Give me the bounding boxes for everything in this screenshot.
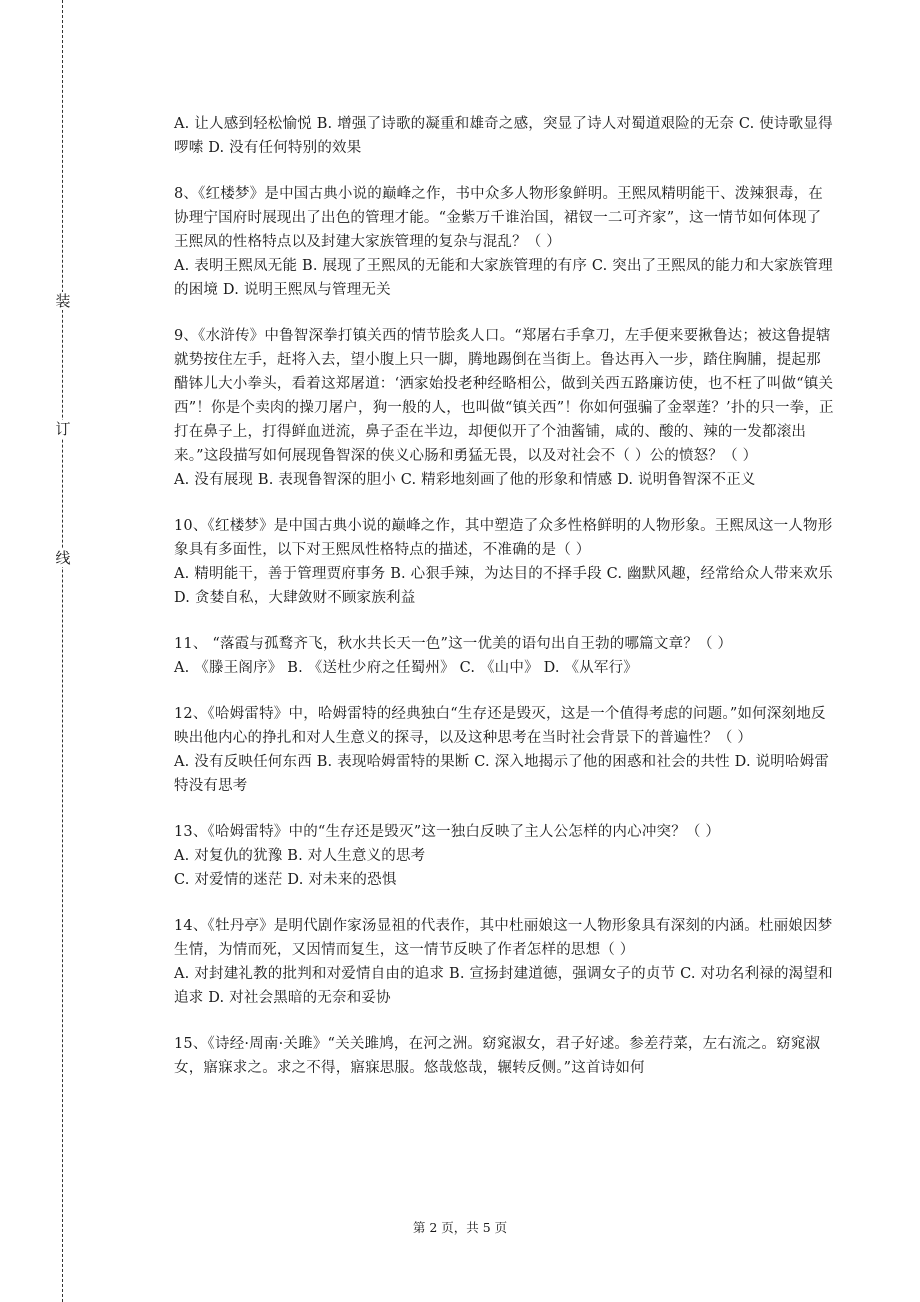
page-number-footer: 第 2 页，共 5 页 (412, 1220, 508, 1235)
question-options: A. 表明王熙凤无能 B. 展现了王熙凤的无能和大家族管理的有序 C. 突出了王熙凤的能力和大家族管理的困境 D. 说明王熙凤与管理无关 (174, 258, 833, 298)
question-stem: 9、《水浒传》中鲁智深拳打镇关西的情节脍炙人口。“郑屠右手拿刀，左手便来要揪鲁达；被这鲁提辖就势按住左手，赶将入去，望小腹上只一脚，腾地踢倒在当街上。鲁达再入一步，踏住胸脯，提起那醋钵儿大小拳头，看着这郑屠道：‘洒家始投老种经略相公，做到关西五路廉访使，也不枉了叫做“镇关西”！你是个卖肉的操刀屠户，狗一般的人，也叫做“镇关西”！你如何强骗了金翠莲？’扑的只一拳，正打在鼻子上，打得鲜血迸流，鼻子歪在半边，却便似开了个油酱铺，咸的、酸的、辣的一发都滚出来。”这段描写如何展现鲁智深的侠义心肠和勇猛无畏，以及对社会不（ ）公的愤怒？（ ） (174, 328, 834, 464)
binding-dashed-line (62, 0, 63, 1302)
question-7-continued (174, 112, 834, 160)
question-content (174, 112, 834, 1102)
question-options-line-2: C. 对爱情的迷茫 D. 对未来的恐惧 (174, 872, 397, 888)
question-14 (174, 914, 834, 1010)
question-options: A. 没有展现 B. 表现鲁智深的胆小 C. 精彩地刻画了他的形象和情感 D. 说明鲁智深不正义 (174, 472, 756, 488)
question-10 (174, 514, 834, 610)
question-stem: 8、《红楼梦》是中国古典小说的巅峰之作，书中众多人物形象鲜明。王熙凤精明能干、泼辣狠毒，在协理宁国府时展现出了出色的管理才能。“金紫万千谁治国，裙钗一二可齐家”，这一情节如何体现了王熙凤的性格特点以及封建大家族管理的复杂与混乱？（ ） (174, 186, 823, 250)
question-8 (174, 182, 834, 302)
question-options: A. 精明能干，善于管理贾府事务 B. 心狠手辣，为达目的不择手段 C. 幽默风趣，经常给众人带来欢乐 D. 贪婪自私，大肆敛财不顾家族利益 (174, 566, 833, 606)
question-stem: 10、《红楼梦》是中国古典小说的巅峰之作，其中塑造了众多性格鲜明的人物形象。王熙凤这一人物形象具有多面性，以下对王熙凤性格特点的描述，不准确的是（ ） (174, 518, 833, 558)
question-options: A. 让人感到轻松愉悦 B. 增强了诗歌的凝重和雄奇之感，突显了诗人对蜀道艰险的无奈 C. 使诗歌显得啰嗦 D. 没有任何特别的效果 (174, 116, 833, 156)
question-stem: 13、《哈姆雷特》中的“生存还是毁灭”这一独白反映了主人公怎样的内心冲突？（ ） (174, 824, 721, 840)
question-options: A. 对封建礼教的批判和对爱情自由的追求 B. 宣扬封建道德，强调女子的贞节 C. 对功名利禄的渴望和追求 D. 对社会黑暗的无奈和妥协 (174, 966, 833, 1006)
question-12 (174, 702, 834, 798)
question-9 (174, 324, 834, 492)
question-stem: 11、 “落霞与孤鹜齐飞，秋水共长天一色”这一优美的语句出自王勃的哪篇文章？（ ） (174, 636, 733, 652)
question-13 (174, 820, 834, 892)
question-stem: 15、《诗经·周南·关雎》“关关雎鸠，在河之洲。窈窕淑女，君子好逑。参差荇菜，左右流之。窈窕淑女，寤寐求之。求之不得，寤寐思服。悠哉悠哉，辗转反侧。”这首诗如何 (174, 1036, 821, 1076)
question-stem: 14、《牡丹亭》是明代剧作家汤显祖的代表作，其中杜丽娘这一人物形象具有深刻的内涵。杜丽娘因梦生情，为情而死，又因情而复生，这一情节反映了作者怎样的思想（ ） (174, 918, 833, 958)
binding-label-ding: 订 (55, 420, 71, 438)
question-11 (174, 632, 834, 680)
question-options: A. 对复仇的犹豫 B. 对人生意义的思考 (174, 848, 426, 864)
question-15 (174, 1032, 834, 1080)
binding-label-zhuang: 装 (55, 292, 71, 310)
question-options: A. 《滕王阁序》 B. 《送杜少府之任蜀州》 C. 《山中》 D. 《从军行》 (174, 660, 639, 676)
question-stem: 12、《哈姆雷特》中，哈姆雷特的经典独白“生存还是毁灭，这是一个值得考虑的问题。”如何深刻地反映出他内心的挣扎和对人生意义的探寻，以及这种思考在当时社会背景下的普遍性？（ ） (174, 706, 826, 746)
question-options: A. 没有反映任何东西 B. 表现哈姆雷特的果断 C. 深入地揭示了他的困惑和社会的共性 D. 说明哈姆雷特没有思考 (174, 754, 830, 794)
binding-label-xian: 线 (55, 549, 71, 567)
